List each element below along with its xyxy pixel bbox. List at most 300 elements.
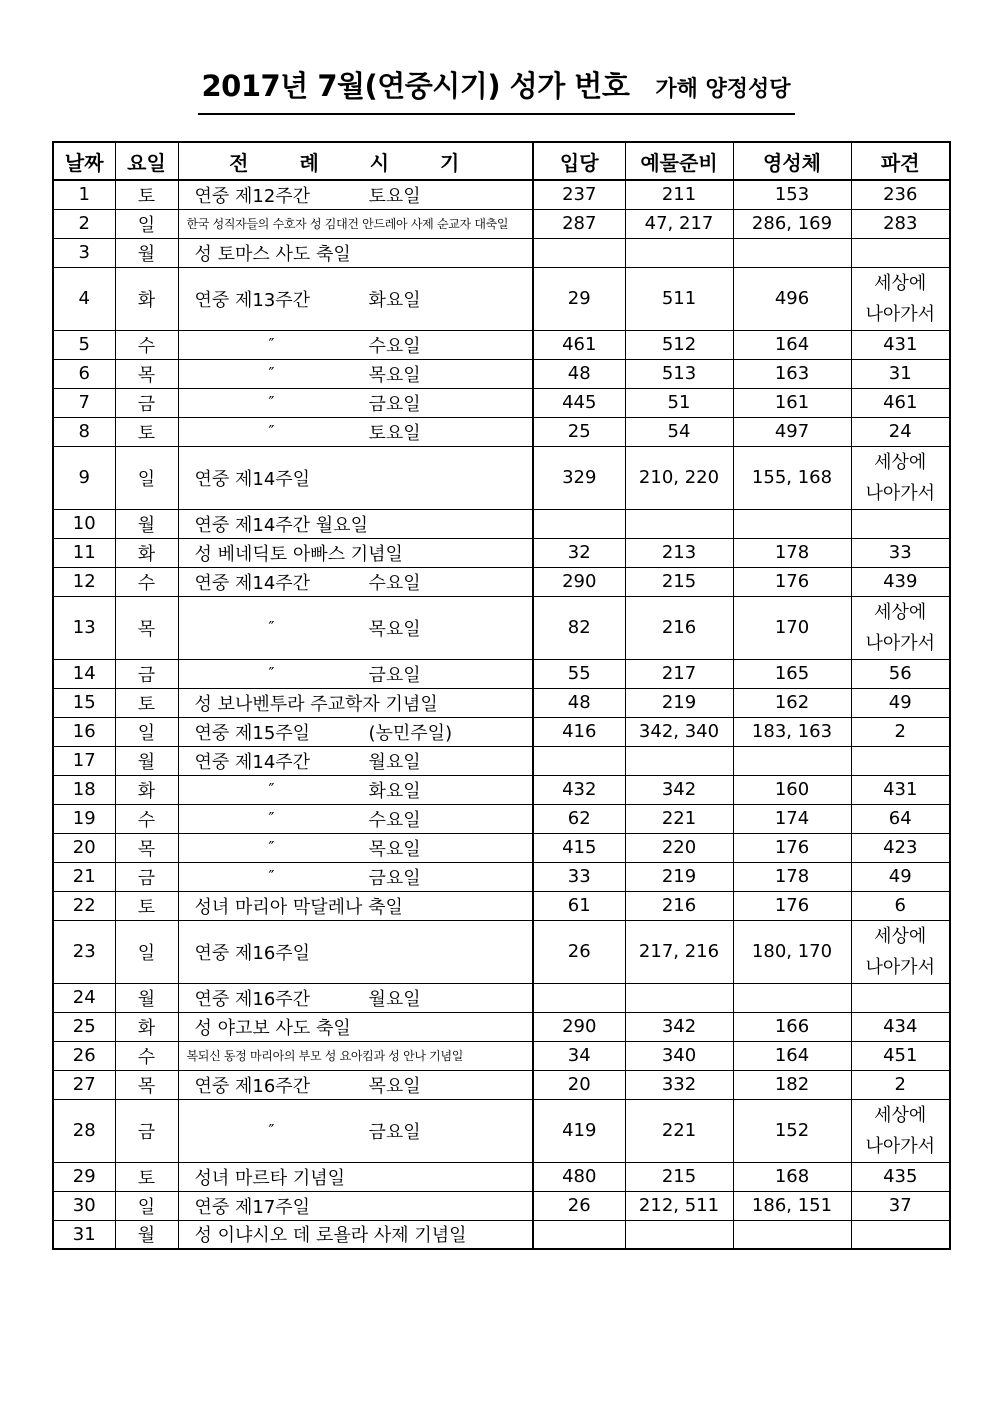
cell-dismissal: 431 — [851, 775, 950, 804]
cell-day: 월 — [115, 509, 178, 538]
cell-entrance — [533, 983, 625, 1012]
cell-day: 토 — [115, 417, 178, 446]
cell-date: 10 — [53, 509, 115, 538]
cell-entrance: 48 — [533, 688, 625, 717]
cell-dismissal: 439 — [851, 567, 950, 596]
liturgy-weekday: 금요일 — [368, 393, 421, 415]
cell-day: 일 — [115, 446, 178, 509]
cell-communion — [733, 1220, 851, 1249]
cell-offertory: 342 — [625, 1012, 733, 1041]
cell-dismissal: 49 — [851, 688, 950, 717]
cell-liturgy — [178, 891, 533, 920]
cell-day: 수 — [115, 804, 178, 833]
cell-offertory — [625, 509, 733, 538]
liturgy-weekday: 목요일 — [368, 618, 421, 640]
cell-dismissal: 64 — [851, 804, 950, 833]
cell-communion: 178 — [733, 862, 851, 891]
liturgy-text: 성녀 마리아 막달레나 축일 — [194, 896, 403, 918]
liturgy-weekday: 월요일 — [368, 751, 421, 773]
cell-dismissal — [851, 1099, 950, 1162]
cell-date: 26 — [53, 1041, 115, 1070]
table-row — [53, 388, 950, 417]
ditto-mark: ″ — [268, 363, 275, 383]
table-row — [53, 1012, 950, 1041]
liturgy-text: 한국 성직자들의 수호자 성 김대건 안드레아 사제 순교자 대축일 — [186, 217, 509, 231]
header-offertory: 예물준비 — [625, 142, 733, 180]
cell-dismissal: 49 — [851, 862, 950, 891]
cell-entrance: 329 — [533, 446, 625, 509]
liturgy-text: 연중 제15주일 — [194, 722, 311, 744]
cell-communion: 165 — [733, 659, 851, 688]
cell-day: 금 — [115, 1099, 178, 1162]
cell-liturgy — [178, 388, 533, 417]
cell-liturgy — [178, 1012, 533, 1041]
cell-offertory: 342 — [625, 775, 733, 804]
ditto-mark: ″ — [268, 334, 275, 354]
table-row — [53, 359, 950, 388]
cell-date: 13 — [53, 596, 115, 659]
cell-offertory: 213 — [625, 538, 733, 567]
cell-date: 6 — [53, 359, 115, 388]
table-row — [53, 446, 950, 509]
liturgy-weekday: 수요일 — [368, 335, 421, 357]
table-row — [53, 1099, 950, 1162]
cell-dismissal: 24 — [851, 417, 950, 446]
title-block — [198, 66, 795, 115]
table-row — [53, 833, 950, 862]
cell-entrance: 290 — [533, 1012, 625, 1041]
cell-date: 22 — [53, 891, 115, 920]
table-row — [53, 330, 950, 359]
cell-dismissal — [851, 983, 950, 1012]
cell-entrance: 25 — [533, 417, 625, 446]
cell-communion: 152 — [733, 1099, 851, 1162]
table-row — [53, 1041, 950, 1070]
cell-liturgy — [178, 746, 533, 775]
cell-date: 23 — [53, 920, 115, 983]
cell-offertory: 54 — [625, 417, 733, 446]
cell-liturgy — [178, 920, 533, 983]
liturgy-text: 연중 제14주간 월요일 — [194, 514, 368, 536]
cell-offertory: 212, 511 — [625, 1191, 733, 1220]
cell-dismissal: 435 — [851, 1162, 950, 1191]
cell-date: 20 — [53, 833, 115, 862]
cell-dismissal: 6 — [851, 891, 950, 920]
cell-liturgy — [178, 238, 533, 267]
cell-entrance: 415 — [533, 833, 625, 862]
table-row — [53, 688, 950, 717]
cell-offertory: 215 — [625, 567, 733, 596]
cell-entrance: 480 — [533, 1162, 625, 1191]
cell-offertory: 219 — [625, 862, 733, 891]
cell-date: 15 — [53, 688, 115, 717]
cell-entrance — [533, 1220, 625, 1249]
liturgy-text: 연중 제13주간 — [194, 289, 311, 311]
cell-entrance: 237 — [533, 180, 625, 209]
cell-liturgy — [178, 417, 533, 446]
cell-date: 14 — [53, 659, 115, 688]
cell-date: 1 — [53, 180, 115, 209]
hymn-schedule-table — [52, 141, 951, 1250]
cell-dismissal — [851, 920, 950, 983]
cell-date: 11 — [53, 538, 115, 567]
cell-liturgy — [178, 1162, 533, 1191]
liturgy-text: 성 보나벤투라 주교학자 기념일 — [194, 693, 438, 715]
liturgy-weekday: 화요일 — [368, 780, 421, 802]
cell-date: 29 — [53, 1162, 115, 1191]
ditto-mark: ″ — [268, 421, 275, 441]
table-row — [53, 209, 950, 238]
liturgy-weekday: 목요일 — [368, 364, 421, 386]
liturgy-weekday: 월요일 — [368, 988, 421, 1010]
ditto-mark: ″ — [268, 392, 275, 412]
cell-entrance: 290 — [533, 567, 625, 596]
cell-offertory: 221 — [625, 1099, 733, 1162]
cell-offertory — [625, 1220, 733, 1249]
header-day: 요일 — [115, 142, 178, 180]
table-row — [53, 659, 950, 688]
cell-entrance: 32 — [533, 538, 625, 567]
cell-date: 4 — [53, 267, 115, 330]
cell-communion: 183, 163 — [733, 717, 851, 746]
cell-liturgy — [178, 862, 533, 891]
cell-communion: 176 — [733, 567, 851, 596]
cell-day: 목 — [115, 1070, 178, 1099]
liturgy-weekday: 목요일 — [368, 838, 421, 860]
cell-entrance: 48 — [533, 359, 625, 388]
cell-communion: 286, 169 — [733, 209, 851, 238]
cell-entrance: 445 — [533, 388, 625, 417]
header-dismissal: 파견 — [851, 142, 950, 180]
cell-entrance: 26 — [533, 920, 625, 983]
dismissal-line-2: 나아가서 — [865, 303, 936, 325]
cell-liturgy — [178, 330, 533, 359]
liturgy-text: 성 야고보 사도 축일 — [194, 1017, 351, 1039]
cell-offertory — [625, 746, 733, 775]
header-liturgy: 전 례 시 기 — [178, 142, 533, 180]
table-row — [53, 567, 950, 596]
cell-date: 9 — [53, 446, 115, 509]
ditto-mark: ″ — [268, 808, 275, 828]
cell-liturgy — [178, 1220, 533, 1249]
cell-date: 12 — [53, 567, 115, 596]
cell-communion: 178 — [733, 538, 851, 567]
liturgy-weekday: 화요일 — [368, 289, 421, 311]
cell-communion: 155, 168 — [733, 446, 851, 509]
cell-entrance: 82 — [533, 596, 625, 659]
cell-day: 월 — [115, 746, 178, 775]
cell-offertory: 215 — [625, 1162, 733, 1191]
liturgy-text: 연중 제16주일 — [194, 942, 311, 964]
cell-entrance — [533, 238, 625, 267]
cell-communion: 153 — [733, 180, 851, 209]
cell-day: 일 — [115, 209, 178, 238]
cell-day: 화 — [115, 775, 178, 804]
cell-day: 일 — [115, 717, 178, 746]
cell-liturgy — [178, 596, 533, 659]
cell-dismissal: 236 — [851, 180, 950, 209]
cell-communion — [733, 983, 851, 1012]
cell-day: 월 — [115, 1220, 178, 1249]
cell-communion: 497 — [733, 417, 851, 446]
liturgy-weekday: 금요일 — [368, 867, 421, 889]
cell-day: 금 — [115, 388, 178, 417]
cell-day: 화 — [115, 538, 178, 567]
cell-day: 금 — [115, 659, 178, 688]
cell-day: 토 — [115, 180, 178, 209]
cell-date: 19 — [53, 804, 115, 833]
cell-dismissal: 283 — [851, 209, 950, 238]
cell-dismissal — [851, 746, 950, 775]
cell-entrance: 287 — [533, 209, 625, 238]
cell-communion — [733, 746, 851, 775]
cell-day: 화 — [115, 1012, 178, 1041]
cell-liturgy — [178, 209, 533, 238]
cell-liturgy — [178, 833, 533, 862]
liturgy-weekday: 목요일 — [368, 1075, 421, 1097]
cell-day: 일 — [115, 920, 178, 983]
cell-communion: 164 — [733, 1041, 851, 1070]
cell-day: 수 — [115, 567, 178, 596]
cell-entrance: 416 — [533, 717, 625, 746]
cell-communion: 170 — [733, 596, 851, 659]
cell-day: 목 — [115, 833, 178, 862]
table-row — [53, 1191, 950, 1220]
table-row — [53, 538, 950, 567]
cell-offertory — [625, 983, 733, 1012]
dismissal-line-2: 나아가서 — [865, 1135, 936, 1157]
dismissal-line-1: 세상에 — [874, 451, 927, 473]
cell-communion: 186, 151 — [733, 1191, 851, 1220]
cell-dismissal — [851, 509, 950, 538]
liturgy-text: 성 토마스 사도 축일 — [194, 243, 351, 265]
cell-offertory: 211 — [625, 180, 733, 209]
cell-offertory: 51 — [625, 388, 733, 417]
cell-day: 토 — [115, 1162, 178, 1191]
header-entrance: 입당 — [533, 142, 625, 180]
cell-dismissal — [851, 596, 950, 659]
cell-communion: 166 — [733, 1012, 851, 1041]
cell-liturgy — [178, 359, 533, 388]
cell-liturgy — [178, 804, 533, 833]
cell-entrance: 33 — [533, 862, 625, 891]
cell-offertory: 342, 340 — [625, 717, 733, 746]
cell-entrance: 419 — [533, 1099, 625, 1162]
cell-communion: 161 — [733, 388, 851, 417]
cell-liturgy — [178, 717, 533, 746]
cell-communion — [733, 238, 851, 267]
cell-offertory: 511 — [625, 267, 733, 330]
cell-liturgy — [178, 446, 533, 509]
table-row — [53, 983, 950, 1012]
cell-liturgy — [178, 688, 533, 717]
cell-liturgy — [178, 775, 533, 804]
liturgy-text: 연중 제16주간 — [194, 988, 311, 1010]
cell-dismissal: 2 — [851, 717, 950, 746]
ditto-mark: ″ — [268, 779, 275, 799]
cell-day: 화 — [115, 267, 178, 330]
cell-date: 21 — [53, 862, 115, 891]
cell-entrance — [533, 746, 625, 775]
dismissal-line-1: 세상에 — [874, 601, 927, 623]
table-row — [53, 417, 950, 446]
liturgy-weekday: 금요일 — [368, 1121, 421, 1143]
cell-dismissal: 461 — [851, 388, 950, 417]
cell-date: 8 — [53, 417, 115, 446]
cell-communion: 176 — [733, 891, 851, 920]
cell-liturgy — [178, 509, 533, 538]
table-row — [53, 804, 950, 833]
cell-entrance: 432 — [533, 775, 625, 804]
liturgy-weekday: (농민주일) — [368, 722, 453, 744]
cell-date: 16 — [53, 717, 115, 746]
cell-dismissal: 31 — [851, 359, 950, 388]
dismissal-line-2: 나아가서 — [865, 956, 936, 978]
cell-liturgy — [178, 567, 533, 596]
table-row — [53, 238, 950, 267]
ditto-mark: ″ — [268, 1120, 275, 1140]
ditto-mark: ″ — [268, 866, 275, 886]
table-row — [53, 267, 950, 330]
cell-liturgy — [178, 659, 533, 688]
cell-date: 31 — [53, 1220, 115, 1249]
cell-dismissal — [851, 267, 950, 330]
cell-liturgy — [178, 267, 533, 330]
dismissal-line-2: 나아가서 — [865, 482, 936, 504]
cell-entrance: 461 — [533, 330, 625, 359]
cell-day: 월 — [115, 238, 178, 267]
dismissal-line-2: 나아가서 — [865, 632, 936, 654]
cell-communion: 496 — [733, 267, 851, 330]
cell-day: 수 — [115, 1041, 178, 1070]
table-row — [53, 746, 950, 775]
cell-dismissal — [851, 1220, 950, 1249]
cell-day: 토 — [115, 891, 178, 920]
cell-offertory: 219 — [625, 688, 733, 717]
dismissal-line-1: 세상에 — [874, 925, 927, 947]
liturgy-text: 성녀 마르타 기념일 — [194, 1167, 346, 1189]
cell-dismissal: 37 — [851, 1191, 950, 1220]
cell-day: 월 — [115, 983, 178, 1012]
cell-communion: 164 — [733, 330, 851, 359]
cell-date: 7 — [53, 388, 115, 417]
cell-communion: 182 — [733, 1070, 851, 1099]
ditto-mark: ″ — [268, 663, 275, 683]
cell-entrance — [533, 509, 625, 538]
cell-offertory: 217 — [625, 659, 733, 688]
liturgy-text: 연중 제17주일 — [194, 1196, 311, 1218]
cell-liturgy — [178, 180, 533, 209]
cell-date: 17 — [53, 746, 115, 775]
ditto-mark: ″ — [268, 837, 275, 857]
cell-liturgy — [178, 1070, 533, 1099]
cell-dismissal: 56 — [851, 659, 950, 688]
liturgy-text: 연중 제12주간 — [194, 185, 311, 207]
cell-entrance: 20 — [533, 1070, 625, 1099]
liturgy-weekday: 금요일 — [368, 664, 421, 686]
cell-offertory: 340 — [625, 1041, 733, 1070]
table-row — [53, 1070, 950, 1099]
cell-communion: 163 — [733, 359, 851, 388]
liturgy-text: 연중 제14주간 — [194, 572, 311, 594]
table-row — [53, 596, 950, 659]
cell-liturgy — [178, 1099, 533, 1162]
cell-date: 27 — [53, 1070, 115, 1099]
cell-offertory: 210, 220 — [625, 446, 733, 509]
cell-communion — [733, 509, 851, 538]
liturgy-text: 연중 제14주간 — [194, 751, 311, 773]
cell-dismissal: 451 — [851, 1041, 950, 1070]
cell-dismissal: 431 — [851, 330, 950, 359]
cell-date: 30 — [53, 1191, 115, 1220]
cell-dismissal — [851, 446, 950, 509]
cell-date: 5 — [53, 330, 115, 359]
cell-entrance: 62 — [533, 804, 625, 833]
cell-entrance: 55 — [533, 659, 625, 688]
cell-offertory: 332 — [625, 1070, 733, 1099]
cell-date: 3 — [53, 238, 115, 267]
table-row — [53, 180, 950, 209]
ditto-mark: ″ — [268, 617, 275, 637]
parish-name: 가해 양정성당 — [655, 77, 791, 102]
cell-offertory: 47, 217 — [625, 209, 733, 238]
cell-day: 금 — [115, 862, 178, 891]
table-row — [53, 862, 950, 891]
header-date: 날짜 — [53, 142, 115, 180]
header-row — [53, 142, 950, 180]
cell-day: 토 — [115, 688, 178, 717]
table-body — [53, 180, 950, 1249]
liturgy-weekday: 토요일 — [368, 422, 421, 444]
cell-entrance: 26 — [533, 1191, 625, 1220]
cell-communion: 162 — [733, 688, 851, 717]
table-row — [53, 775, 950, 804]
cell-offertory: 221 — [625, 804, 733, 833]
cell-dismissal: 423 — [851, 833, 950, 862]
liturgy-text: 연중 제14주일 — [194, 468, 311, 490]
table-row — [53, 891, 950, 920]
cell-offertory: 512 — [625, 330, 733, 359]
cell-dismissal: 33 — [851, 538, 950, 567]
cell-day: 목 — [115, 359, 178, 388]
cell-communion: 168 — [733, 1162, 851, 1191]
cell-offertory — [625, 238, 733, 267]
table-row — [53, 717, 950, 746]
cell-communion: 176 — [733, 833, 851, 862]
cell-date: 2 — [53, 209, 115, 238]
cell-offertory: 216 — [625, 891, 733, 920]
cell-entrance: 61 — [533, 891, 625, 920]
cell-offertory: 220 — [625, 833, 733, 862]
cell-communion: 180, 170 — [733, 920, 851, 983]
cell-communion: 160 — [733, 775, 851, 804]
liturgy-text: 복되신 동정 마리아의 부모 성 요아킴과 성 안나 기념일 — [186, 1049, 464, 1063]
cell-date: 18 — [53, 775, 115, 804]
table-row — [53, 1220, 950, 1249]
cell-entrance: 29 — [533, 267, 625, 330]
cell-day: 일 — [115, 1191, 178, 1220]
liturgy-weekday: 토요일 — [368, 185, 421, 207]
cell-date: 24 — [53, 983, 115, 1012]
dismissal-line-1: 세상에 — [874, 1104, 927, 1126]
liturgy-text: 성 이냐시오 데 로욜라 사제 기념일 — [194, 1225, 467, 1247]
title-main: 2017년 7월(연중시기) 성가 번호 — [201, 69, 630, 103]
cell-day: 수 — [115, 330, 178, 359]
liturgy-weekday: 수요일 — [368, 809, 421, 831]
liturgy-text: 연중 제16주간 — [194, 1075, 311, 1097]
liturgy-weekday: 수요일 — [368, 572, 421, 594]
table-row — [53, 1162, 950, 1191]
